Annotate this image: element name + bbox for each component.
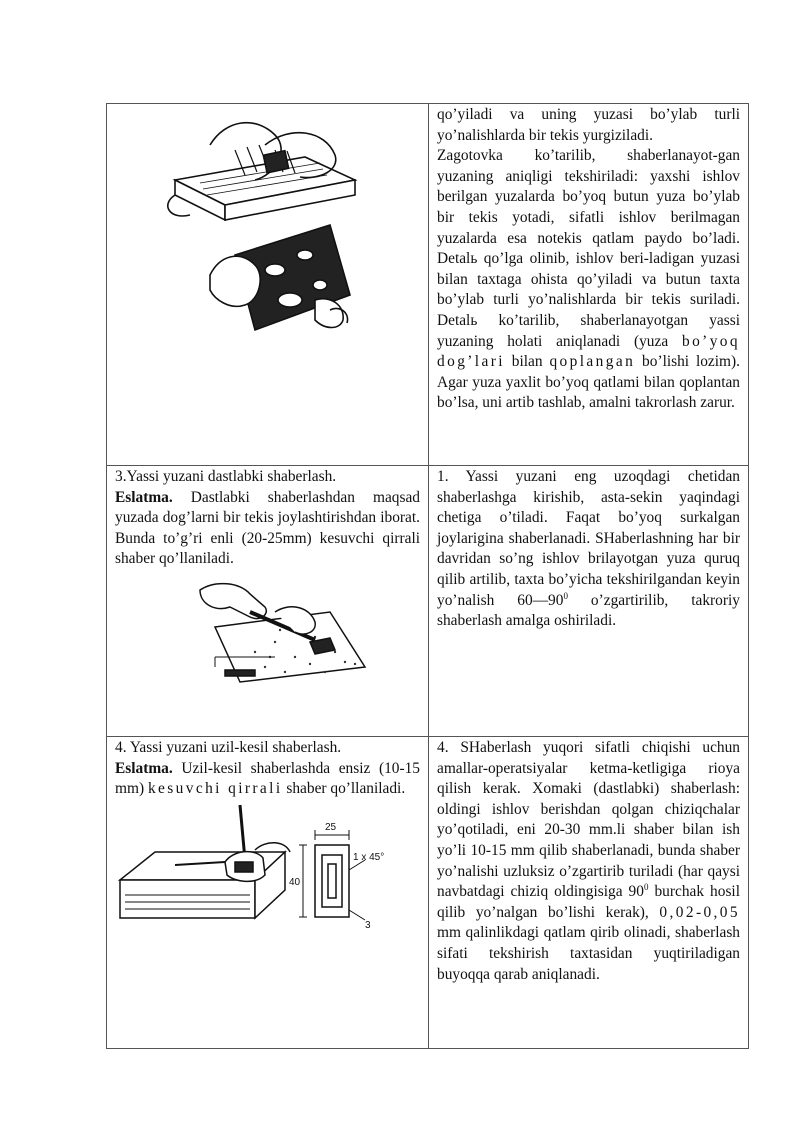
table-row <box>107 104 749 466</box>
note-text: shaber qo’llaniladi. <box>286 780 406 798</box>
step-description-cell <box>107 737 429 1049</box>
note-label: Eslatma. <box>115 759 173 777</box>
degree-superscript: 0 <box>643 882 649 893</box>
figure-cell <box>107 104 429 466</box>
text-span: o’zgartirilib, takroriy shaberlash amalga oshiriladi. <box>437 591 740 630</box>
paragraph <box>437 738 740 985</box>
note <box>115 488 420 570</box>
note-label: Eslatma. <box>115 488 173 506</box>
step-title: 3.Yassi yuzani dastlabki shaberlash. <box>115 468 337 485</box>
table-row <box>107 466 749 737</box>
note <box>115 759 420 800</box>
dimension-label: 1 x 45° <box>353 851 385 863</box>
table-row <box>107 737 749 1049</box>
paragraph <box>437 146 740 414</box>
paragraph: qo’yiladi va uning yuzasi bo’ylab turli yo’nalishlarda bir tekis yurgiziladi. <box>437 106 740 144</box>
note-text: Dastlabki shaberlashdan maqsad yuzada dog’larni bir tekis joylashtirishdan iborat. Bunda to’g’ri enli (20-25mm) kesuvchi qirrali shaber qo’llaniladi. <box>115 488 420 568</box>
text-span: burchak hosil qilib yo’nalgan bo’lishi kerak), <box>437 883 740 921</box>
scraper-on-plate-figure <box>115 572 405 684</box>
paragraph <box>437 467 740 632</box>
step-instruction-cell <box>429 737 749 1049</box>
dimension-label: 25 <box>325 821 337 833</box>
finishing-scraper-figure <box>115 800 405 950</box>
dimension-label: 40 <box>289 876 301 888</box>
degree-superscript: 0 <box>563 590 568 601</box>
spaced-text: kesuvchi qirrali <box>147 780 283 798</box>
step-title: 4. Yassi yuzani uzil-kesil shaberlash. <box>115 739 342 756</box>
spaced-text: 0,02-0,05 <box>659 903 740 921</box>
text-span: mm qalinlikdagi qatlam qirib olinadi, shaberlash sifati tekshirish taxtasidan yuqtiriladigan buyoqqa qarab aniqlanadi. <box>437 924 740 983</box>
instruction-table <box>106 103 749 1049</box>
text-span: bo’lishi lozim). Agar yuza yaxlit bo’yoq qatlami bilan qoplantan bo’lsa, uni artib tashlab, amalni takrorlash zarur. <box>437 353 740 412</box>
step-instruction-cell <box>429 466 749 737</box>
text-span: bilan <box>511 353 543 371</box>
note-text: Uzil-kesil shaberlashda ensiz (10-15 mm) <box>115 759 420 798</box>
spaced-text: bo’yoq dog’lari <box>437 332 740 371</box>
instruction-text-cell <box>429 104 749 466</box>
text-span: 1. Yassi yuzani eng uzoqdagi chetidan shaberlashga kirishib, asta-sekin yaqindagi chetiga o’tiladi. Faqat bo’yoq surkalgan joylarigina shaberlanadi. SHaberlashning har bir davridan so’ng ishlov brilayotgan yuza quruq qilib artilib, taxta bo’yicha tekshirilgandan keyin yo’nalish 60—90 <box>437 468 740 609</box>
dimension-label: 3 <box>365 919 371 931</box>
spaced-text: qoplangan <box>549 353 636 371</box>
hands-on-plate-figure <box>115 105 405 455</box>
text-span: Zagotovka ko’tarilib, shaberlanayot-gan yuzaning aniqligi tekshiriladi: yaxshi ishlov berilgan yuzalarda bo’yoq butun yuza bo’ylab bir tekis yotadi, sifatli ishlov berilmagan yuzalarda esa notekis qatlam paydo bo’ladi. Detalь qo’lga olinib, ishlov beri-ladigan yuzasi bilan taxtaga ohista qo’yiladi va butun taxta bo’ylab turli yo’nalishlarda bir tekis suriladi. Detalь ko’tarilib, shaberlanayotgan yassi yuzaning holati aniqlanadi (yuza <box>437 147 740 350</box>
text-span: 4. SHaberlash yuqori sifatli chiqishi uchun amallar-operatsiyalar ketma-ketligiga rioya qilish kerak. Xomaki (dastlabki) shaberlash: oldingi ishlov berishdan qolgan chiziqchalar yo’qotiladi, eni 20-30 mm.li shaber bilan ish yo’li 10-15 mm qilib shaberlanadi, bunda shaber yo’nalishi uzluksiz o’zgartirib turiladi (har qaysi navbatdagi chiziq oldingisiga 90 <box>437 739 740 901</box>
step-description-cell <box>107 466 429 737</box>
